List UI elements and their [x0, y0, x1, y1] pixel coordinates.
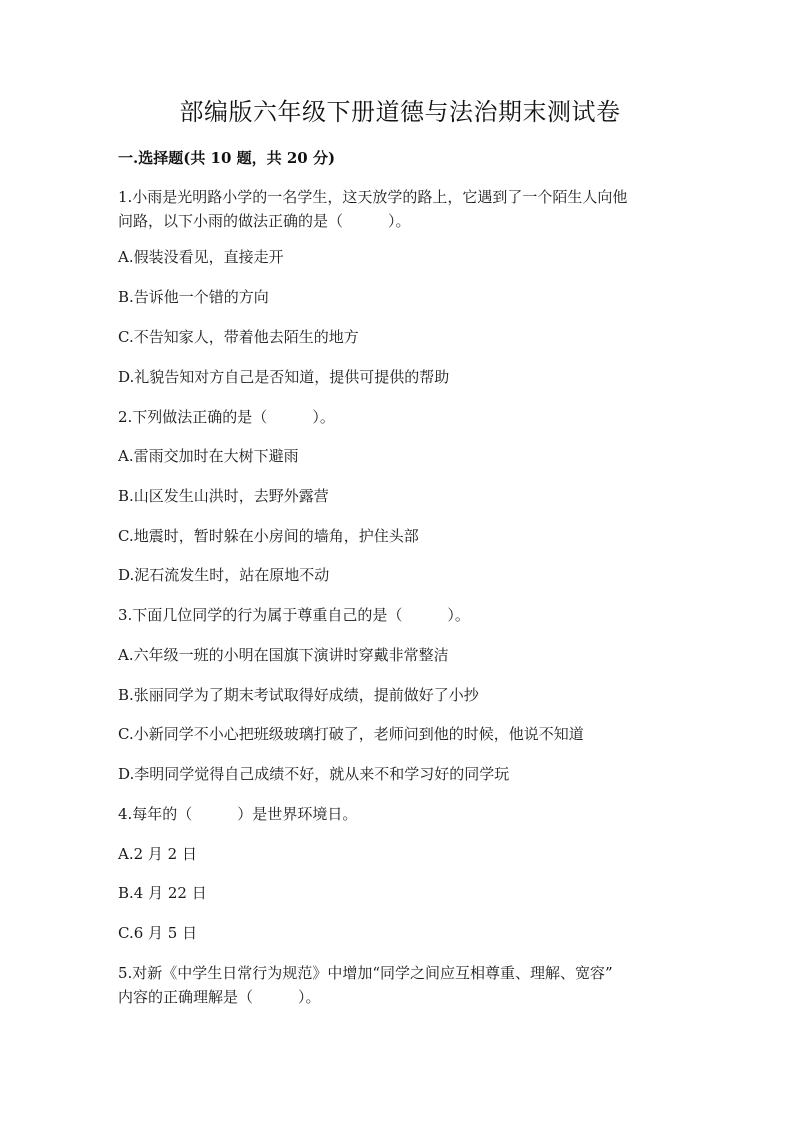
question-3-option-a: A.六年级一班的小明在国旗下演讲时穿戴非常整洁 — [118, 646, 449, 664]
question-2-option-c: C.地震时，暂时躲在小房间的墙角，护住头部 — [118, 527, 419, 545]
page-title: 部编版六年级下册道德与法治期末测试卷 — [179, 98, 621, 126]
question-1-option-c: C.不告知家人，带着他去陌生的地方 — [118, 328, 359, 346]
question-3-option-c: C.小新同学不小心把班级玻璃打破了，老师问到他的时候，他说不知道 — [118, 725, 584, 743]
question-2-stem-line-1: 2.下列做法正确的是（ ）。 — [118, 408, 335, 426]
question-4-option-a: A.2 月 2 日 — [118, 845, 197, 863]
question-4-stem-line-1: 4.每年的（ ）是世界环境日。 — [118, 805, 358, 823]
question-3-stem-line-1: 3.下面几位同学的行为属于尊重自己的是（ ）。 — [118, 606, 470, 624]
question-3-option-d: D.李明同学觉得自己成绩不好，就从来不和学习好的同学玩 — [118, 765, 510, 783]
question-1-option-b: B.告诉他一个错的方向 — [118, 288, 269, 306]
question-2-option-a: A.雷雨交加时在大树下避雨 — [118, 447, 299, 465]
question-4-option-c: C.6 月 5 日 — [118, 924, 198, 942]
question-1-stem-line-2: 问路，以下小雨的做法正确的是（ ）。 — [118, 212, 411, 230]
question-1-option-a: A.假装没看见，直接走开 — [118, 248, 284, 266]
question-2-option-b: B.山区发生山洪时，去野外露营 — [118, 487, 329, 505]
section-heading: 一.选择题(共 10 题，共 20 分) — [118, 149, 336, 167]
question-4-option-b: B.4 月 22 日 — [118, 884, 207, 902]
question-3-option-b: B.张丽同学为了期末考试取得好成绩，提前做好了小抄 — [118, 686, 479, 704]
question-1-stem-line-1: 1.小雨是光明路小学的一名学生，这天放学的路上，它遇到了一个陌生人向他 — [118, 188, 628, 206]
question-5-stem-line-2: 内容的正确理解是（ ）。 — [118, 988, 321, 1006]
question-5-stem-line-1: 5.对新《中学生日常行为规范》中增加“同学之间应互相尊重、理解、宽容” — [118, 964, 613, 982]
question-2-option-d: D.泥石流发生时，站在原地不动 — [118, 566, 330, 584]
question-1-option-d: D.礼貌告知对方自己是否知道，提供可提供的帮助 — [118, 368, 450, 386]
